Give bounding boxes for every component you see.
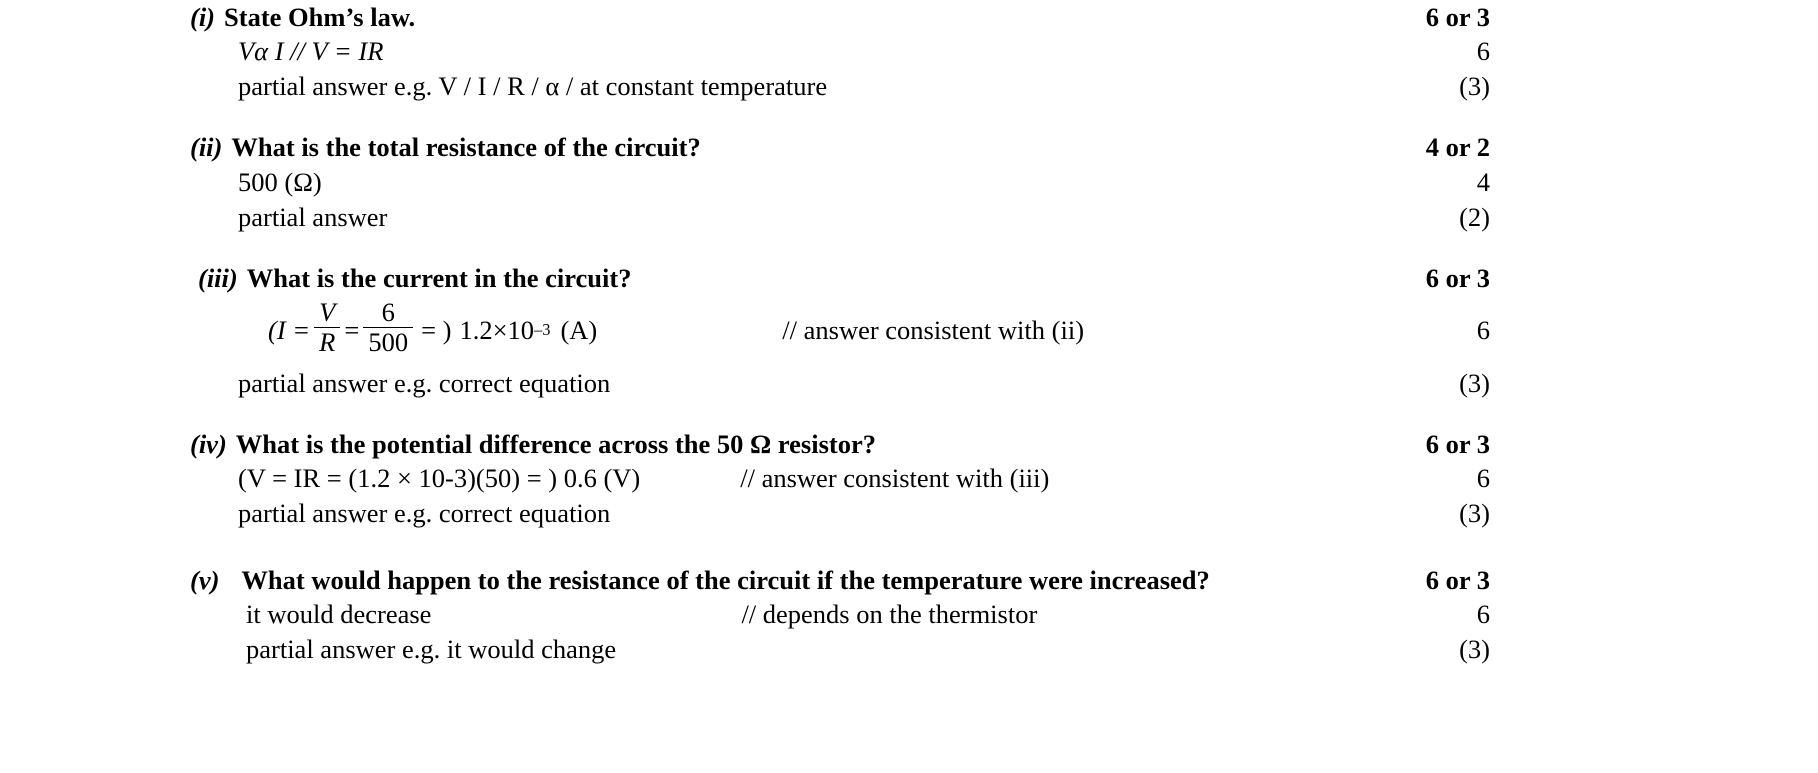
question-label-v: (v) (190, 565, 220, 596)
question-text-iv: What is the potential difference across the 50 Ω resistor? (235, 428, 876, 459)
formula-result: 1.2×10 (459, 314, 535, 345)
formula-equals-1: = (344, 314, 360, 345)
spacer (190, 411, 1490, 427)
answer-text-iv-2: partial answer e.g. correct equation (238, 498, 611, 529)
answer-row-iv-2 (190, 496, 1490, 531)
answer-marks-iii-2: (3) (1459, 367, 1490, 398)
spacer (190, 541, 1490, 563)
answer-row-v-1 (190, 597, 1490, 632)
answer-marks-i-2: (3) (1459, 71, 1490, 102)
fraction-6-over-500 (363, 299, 413, 357)
answer-row-i-1 (190, 34, 1490, 69)
answer-row-v-2 (190, 632, 1490, 667)
question-block-ii (190, 130, 1490, 234)
question-text-v: What would happen to the resistance of the circuit if the temperature were increased? (241, 565, 1210, 596)
question-marks-v: 6 or 3 (1425, 565, 1490, 596)
answer-row-ii-1 (190, 165, 1490, 200)
answer-note-v-1: // depends on the thermistor (741, 599, 1038, 630)
fraction-numerator-v: V (319, 297, 336, 328)
answer-marks-iv-1: 6 (1476, 463, 1490, 494)
answer-marks-ii-1: 4 (1476, 166, 1490, 197)
answer-text-iii-2: partial answer e.g. correct equation (238, 367, 611, 398)
answer-marks-ii-2: (2) (1459, 201, 1490, 232)
answer-text-i-1: Vα I // V = IR (238, 36, 384, 67)
answer-text-i-2: partial answer e.g. V / I / R / α / at constant temperature (238, 71, 828, 102)
question-text-i: State Ohm’s law. (224, 2, 416, 32)
questions-container (190, 0, 1490, 677)
answer-row-iii-2 (190, 366, 1490, 401)
formula-equals-2: = ) (421, 314, 452, 345)
answer-marks-iii-1: 6 (1476, 314, 1490, 345)
question-heading-iv (190, 427, 1490, 461)
question-label-i: (i) (190, 2, 216, 32)
question-label-iv: (iv) (190, 428, 227, 459)
answer-row-iv-1 (190, 461, 1490, 496)
fraction-denominator-r: R (314, 327, 340, 358)
question-marks-ii: 4 or 2 (1425, 132, 1490, 163)
answer-note-iii-1: // answer consistent with (ii) (782, 314, 1085, 345)
answer-text-v-2: partial answer e.g. it would change (246, 634, 617, 665)
answer-note-iv-1: // answer consistent with (iii) (740, 463, 1050, 494)
formula-prefix: (I = (268, 314, 311, 345)
answer-row-iii-1 (190, 297, 1490, 359)
question-block-iv (190, 427, 1490, 531)
question-marks-iii: 6 or 3 (1425, 262, 1490, 293)
answer-text-ii-1: 500 (Ω) (238, 166, 322, 197)
answer-text-iv-1: (V = IR = (1.2 × 10-3)(50) = ) 0.6 (V) (238, 463, 641, 494)
question-text-ii: What is the total resistance of the circuit? (231, 132, 701, 163)
question-marks-iv: 6 or 3 (1425, 428, 1490, 459)
answer-row-i-2 (190, 69, 1490, 104)
spacer (190, 114, 1490, 130)
answer-marks-v-1: 6 (1476, 599, 1490, 630)
formula-unit: (A) (560, 314, 598, 345)
answer-marks-v-2: (3) (1459, 634, 1490, 665)
fraction-denominator-500: 500 (363, 327, 413, 358)
question-label-ii: (ii) (190, 132, 223, 163)
fraction-v-over-r (314, 299, 340, 357)
question-block-v (190, 563, 1490, 667)
fraction-numerator-6: 6 (381, 297, 395, 328)
question-label-iii: (iii) (198, 262, 238, 293)
answer-text-ii-2: partial answer (238, 201, 388, 232)
question-heading-i (190, 0, 1490, 34)
answer-row-ii-2 (190, 200, 1490, 235)
question-text-iii: What is the current in the circuit? (246, 262, 632, 293)
question-block-iii (190, 261, 1490, 401)
answer-marks-iv-2: (3) (1459, 498, 1490, 529)
question-marks-i: 6 or 3 (1425, 2, 1490, 32)
question-heading-v (190, 563, 1490, 597)
spacer (190, 245, 1490, 261)
current-formula: (I = $\frac{V}{R}$ = $\frac{6}{500}$ = ) 1.2×10 –3 (A) // answer consistent with (ii) (268, 297, 1085, 357)
answer-text-v-1: it would decrease (246, 599, 432, 630)
question-heading-iii (190, 261, 1490, 295)
question-heading-ii (190, 130, 1490, 164)
answer-marks-i-1: 6 (1476, 36, 1490, 67)
question-block-i (190, 0, 1490, 104)
